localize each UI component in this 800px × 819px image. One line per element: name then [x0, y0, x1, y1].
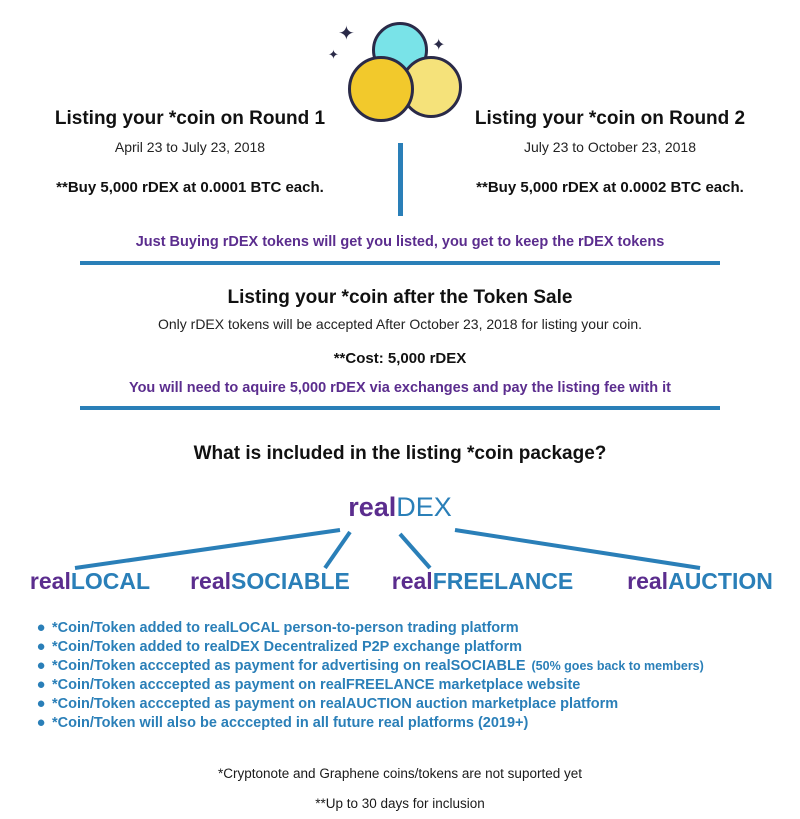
- round1-price: **Buy 5,000 rDEX at 0.0001 BTC each.: [56, 179, 324, 196]
- bullet-dot-icon: ●: [36, 619, 46, 636]
- divider-rule: [80, 261, 720, 265]
- brand-child-prefix: real: [627, 568, 669, 594]
- round2-price: **Buy 5,000 rDEX at 0.0002 BTC each.: [476, 179, 744, 196]
- bullet-dot-icon: ●: [36, 657, 46, 674]
- brand-child-prefix: real: [190, 568, 232, 594]
- list-item-label: *Coin/Token will also be acccepted in all future real platforms (2019+): [52, 715, 529, 731]
- feature-list: [30, 620, 790, 734]
- divider-rule: [80, 406, 720, 410]
- list-item: [30, 696, 790, 712]
- round2-title: Listing your *coin on Round 2: [474, 108, 746, 129]
- list-item: [30, 620, 790, 636]
- package-question: What is included in the listing *coin package?: [193, 443, 607, 464]
- brand-child-prefix: real: [391, 568, 433, 594]
- bullet-dot-icon: ●: [36, 714, 46, 731]
- list-item-label: *Coin/Token acccepted as payment on realAUCTION auction marketplace platform: [52, 696, 619, 712]
- brand-child-suffix: SOCIABLE: [231, 568, 350, 594]
- sparkle-icon: ✦: [328, 47, 339, 62]
- sparkle-icon: ✦: [432, 37, 446, 54]
- list-item-label: *Coin/Token acccepted as payment for advertising on realSOCIABLE: [52, 658, 526, 674]
- brand-child-prefix: real: [29, 568, 71, 594]
- brand-child-auction: [605, 568, 795, 595]
- brand-child-sociable: [170, 568, 370, 595]
- brand-child-local: [10, 568, 170, 595]
- list-item-label: *Coin/Token acccepted as payment on realFREELANCE marketplace website: [52, 677, 581, 693]
- round1-dates: April 23 to July 23, 2018: [114, 139, 266, 155]
- rounds-note: Just Buying rDEX tokens will get you listed, you get to keep the rDEX tokens: [135, 234, 665, 250]
- after-sale-description: Only rDEX tokens will be accepted After October 23, 2018 for listing your coin.: [157, 316, 643, 332]
- list-item: [30, 639, 790, 655]
- list-item: [30, 658, 790, 674]
- bullet-dot-icon: ●: [36, 638, 46, 655]
- list-item-label: *Coin/Token added to realLOCAL person-to-person trading platform: [52, 620, 519, 636]
- brand-root-suffix: DEX: [396, 492, 452, 522]
- brand-child-freelance: [375, 568, 590, 595]
- sparkle-icon: ✦: [338, 23, 355, 45]
- list-item: [30, 677, 790, 693]
- after-sale-title: Listing your *coin after the Token Sale: [227, 287, 573, 308]
- after-sale-note: You will need to aquire 5,000 rDEX via exchanges and pay the listing fee with it: [128, 380, 671, 396]
- round1-title: Listing your *coin on Round 1: [54, 108, 326, 129]
- list-item-label: *Coin/Token added to realDEX Decentralized P2P exchange platform: [52, 639, 523, 655]
- bullet-dot-icon: ●: [36, 695, 46, 712]
- list-item: [30, 715, 790, 731]
- brand-child-suffix: FREELANCE: [432, 568, 574, 594]
- brand-child-suffix: LOCAL: [70, 568, 151, 594]
- bullet-dot-icon: ●: [36, 676, 46, 693]
- footnote-two: **Up to 30 days for inclusion: [315, 796, 485, 811]
- brand-root-prefix: real: [348, 492, 397, 522]
- brand-child-suffix: AUCTION: [668, 568, 773, 594]
- footnote-one: *Cryptonote and Graphene coins/tokens are not suported yet: [218, 766, 582, 781]
- after-sale-cost: **Cost: 5,000 rDEX: [333, 350, 467, 367]
- list-item-note: (50% goes back to members): [531, 659, 704, 673]
- stem-connector: [398, 143, 403, 216]
- round2-dates: July 23 to October 23, 2018: [524, 139, 696, 155]
